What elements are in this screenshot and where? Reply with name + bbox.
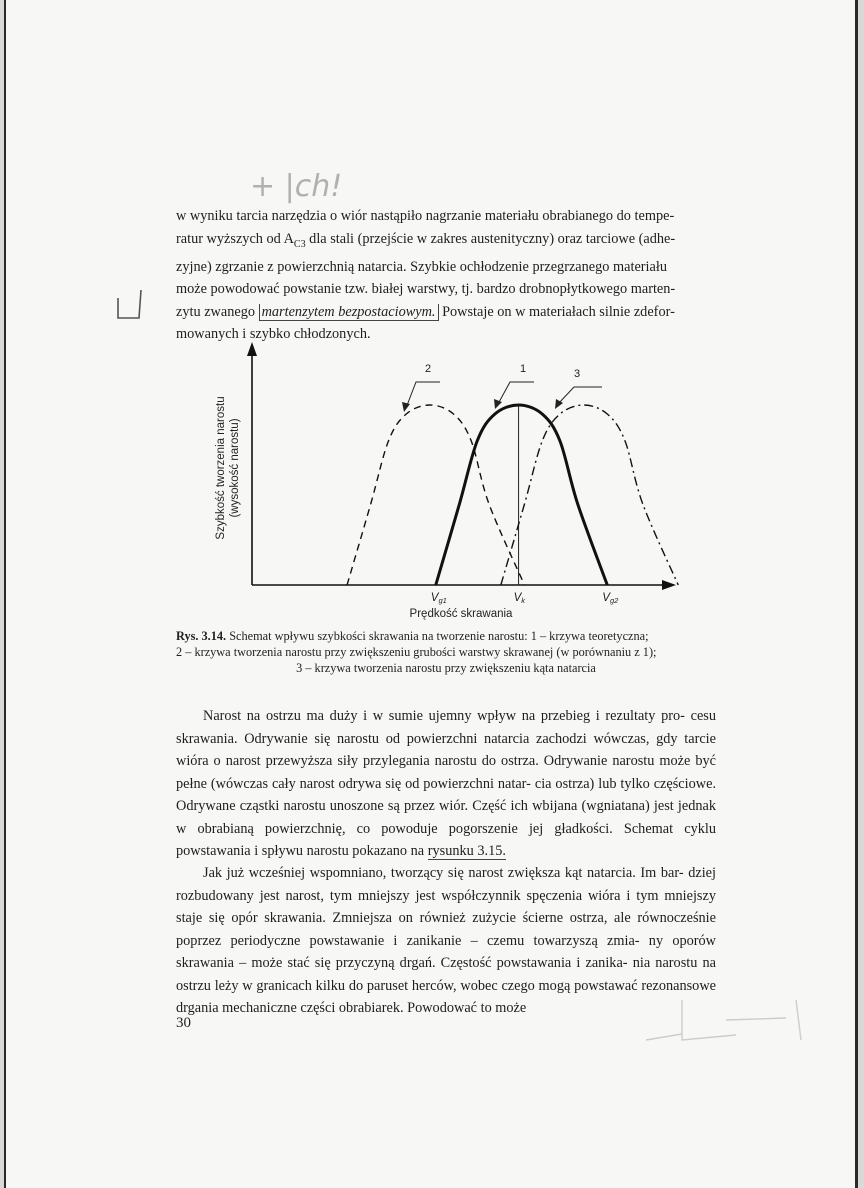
x-tick-labels	[431, 592, 619, 605]
paragraph-2: Narost na ostrzu ma duży i w sumie ujemny wpływ na przebieg i rezultaty pro- cesu skrawania. Odrywanie się narostu od powierzchni natarcia zachodzi wówczas, gdy tarcie wióra o narost przewyższa siły przylegania narostu do ostrza. Odrywanie narostu może być pełne (wówczas cały narost odrywa się od powierzchni natar- cia ostrza) lub tylko częściowe. Odrywane cząstki narostu unoszone są przez wiór. Część ich wbijana (wgniatana) jest jednak w obrabianą powierzchnię, co powoduje pogorszenie jej gładkości. Schemat cyklu powstawania i spływu narostu pokazano na rysunku 3.15.	[176, 708, 717, 859]
paragraph-3: Jak już wcześniej wspomniano, tworzący się narost zwiększa kąt natarcia. Im bar- dziej rozbudowany jest narost, tym mniejszy jest współczynnik spęczenia wióra i tym mniejszy staje się opór skrawania. Zmniejsza on również zużycie ścierne ostrza, ale równocześnie poprzez periodyczne powstawanie i zanikanie – czemu towarzyszą zmia- ny oporów skrawania – może stać się przyczyną drgań. Częstość powstawania i zanika- nia narostu na ostrzu leży w granicach kilku do paruset herców, wobec czego mogą powstawać rezonansowe drgania mechaniczne części obrabiarek. Powodować to może	[176, 865, 717, 1016]
curve-3-larger-rake-angle	[501, 405, 678, 585]
x-tick-label-g2: Vg2	[602, 592, 619, 605]
x-tick-label-k: Vk	[513, 592, 525, 605]
x-axis-arrow	[662, 580, 676, 590]
caption-text: 3 – krzywa tworzenia narostu przy zwiększeniu kąta natarcia	[296, 661, 596, 675]
text-line: może powodować powstanie tzw. białej warstwy, tj. bardzo drobnopłytkowego marten-	[176, 281, 676, 298]
curve-label-3	[555, 368, 602, 409]
x-tick-label-g1: Vg1	[430, 592, 447, 605]
text-line: zyjne) zgrzanie z powierzchnią natarcia. Szybkie ochłodzenie przegrzanego materiału	[176, 258, 667, 275]
text-line: ratur wyższych od $A_{C3}$ dla stali (przejście w zakres austenityczny) oraz tarciowe (adhe-	[176, 230, 676, 250]
svg-text:1: 1	[520, 363, 527, 375]
curve-1-theoretical	[436, 405, 608, 585]
handwritten-note: + |ch!	[250, 169, 343, 204]
figure-reference: rysunku 3.15.	[427, 843, 506, 859]
curve-label-2	[402, 363, 440, 412]
text-line: mowanych i szybko chłodzonych.	[176, 326, 371, 343]
page-number: 30	[176, 1015, 191, 1031]
y-axis-label-line1: Szybkość tworzenia narostu	[215, 396, 227, 540]
svg-text:3: 3	[574, 368, 581, 380]
text-line: zytu zwanego martenzytem bezpostaciowym. Powstaje on w materiałach silnie zdefor-	[176, 303, 675, 320]
curve-label-1	[494, 363, 534, 409]
y-axis-arrow	[247, 342, 257, 356]
caption-text: 2 – krzywa tworzenia narostu przy zwiększeniu grubości warstwy skrawanej (w porównaniu z 1);	[176, 645, 657, 659]
caption-text: Schemat wpływu szybkości skrawania na tworzenie narostu: 1 – krzywa teoretyczna;	[226, 629, 649, 643]
x-axis-label: Prędkość skrawania	[409, 608, 513, 620]
svg-text:2: 2	[425, 363, 432, 375]
chart-figure	[6, 0, 860, 640]
caption-label: Rys. 3.14.	[176, 629, 227, 643]
text-line: w wyniku tarcia narzędzia o wiór nastąpiło nagrzanie materiału obrabianego do tempe-	[176, 208, 675, 224]
curve-2-thicker-layer	[347, 405, 524, 585]
document-page	[4, 0, 858, 1188]
highlighted-term: martenzytem bezpostaciowym.	[259, 304, 439, 321]
y-axis-label-line2: (wysokość narostu)	[229, 418, 241, 518]
figure-caption	[176, 628, 716, 676]
